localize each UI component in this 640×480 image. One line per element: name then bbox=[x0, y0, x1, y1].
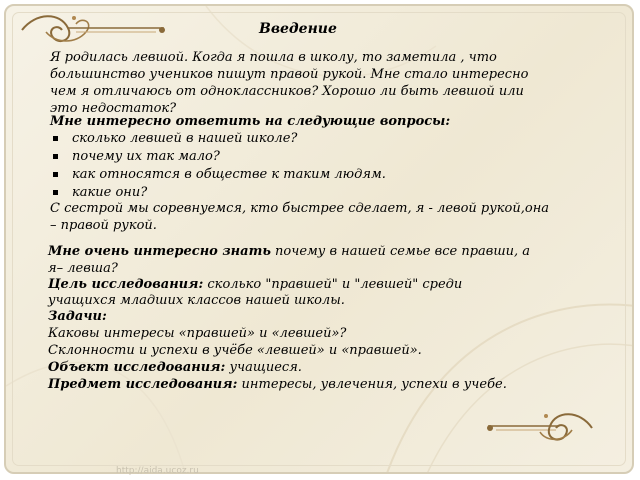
intro-line-4: это недостаток? bbox=[50, 101, 177, 116]
sister-line-2: – правой рукой. bbox=[50, 218, 157, 233]
bullet-icon bbox=[53, 172, 58, 177]
goal-line-1 bbox=[48, 276, 462, 293]
object-line bbox=[48, 359, 302, 376]
bullet-icon bbox=[53, 154, 58, 159]
questions-heading: Мне интересно ответить на следующие вопросы: bbox=[50, 114, 451, 129]
interest-text: почему в нашей семье все правши, а bbox=[270, 244, 531, 259]
sister-line-1: С сестрой мы соревнуемся, кто быстрее сделает, я - левой рукой,она bbox=[50, 201, 550, 216]
question-item-1: сколько левшей в нашей школе? bbox=[72, 131, 298, 146]
goal-line-2: учащихся младших классов нашей школы. bbox=[48, 293, 345, 308]
subject-text: интересы, увлечения, успехи в учебе. bbox=[237, 377, 507, 392]
watermark-url: http://aida.ucoz.ru bbox=[116, 466, 199, 476]
interest-line-2: я– левша? bbox=[48, 261, 118, 276]
interest-label: Мне очень интересно знать bbox=[48, 244, 271, 259]
task-item-2: Склонности и успехи в учёбе «левшей» и «правшей». bbox=[48, 343, 422, 358]
goal-label: Цель исследования: bbox=[48, 277, 204, 292]
goal-text: сколько "правшей" и "левшей" среди bbox=[203, 277, 463, 292]
object-label: Объект исследования: bbox=[48, 360, 226, 375]
subject-line bbox=[48, 376, 507, 393]
question-item-4: какие они? bbox=[72, 185, 148, 200]
bullet-icon bbox=[53, 190, 58, 195]
slide-title: Введение bbox=[259, 21, 337, 37]
intro-line-2: большинство учеников пишут правой рукой. Мне стало интересно bbox=[50, 67, 529, 82]
intro-line-3: чем я отличаюсь от одноклассников? Хорошо ли быть левшой или bbox=[50, 84, 524, 99]
bullet-icon bbox=[53, 136, 58, 141]
object-text: учащиеся. bbox=[225, 360, 302, 375]
interest-line-1 bbox=[48, 243, 530, 260]
task-item-1: Каковы интересы «правшей» и «левшей»? bbox=[48, 326, 347, 341]
question-item-3: как относятся в обществе к таким людям. bbox=[72, 167, 386, 182]
intro-line-1: Я родилась левшой. Когда я пошла в школу, то заметила , что bbox=[50, 50, 497, 65]
question-item-2: почему их так мало? bbox=[72, 149, 220, 164]
tasks-label: Задачи: bbox=[48, 309, 107, 324]
subject-label: Предмет исследования: bbox=[48, 377, 238, 392]
